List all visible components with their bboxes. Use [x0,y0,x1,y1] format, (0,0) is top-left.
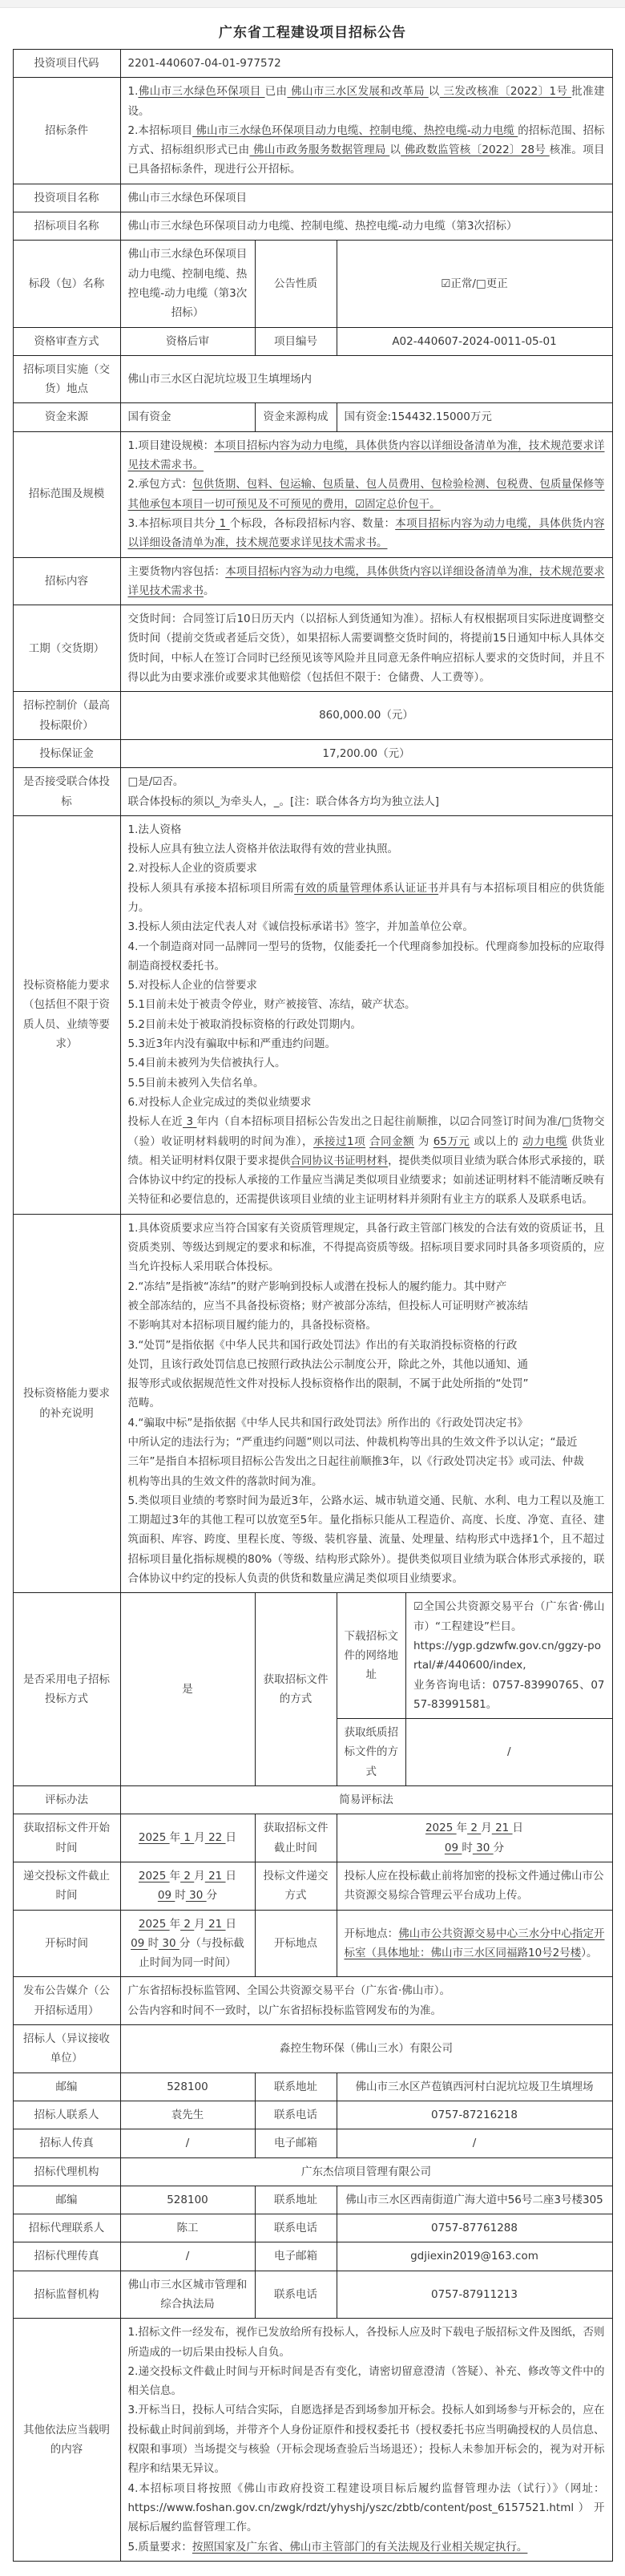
table-row [13,2025,612,2073]
qualification-supplement-label: 投标资格能力要求的补充说明 [13,1214,120,1593]
agency-postcode-label: 邮编 [13,2186,120,2214]
opening-place-value: 开标地点：佛山市公共资源交易中心三水分中心指定开标室（具体地址：佛山市三水区同福路10号2号楼）。 [337,1910,612,1977]
supervision-label: 招标监督机构 [13,2271,120,2319]
table-row [13,815,612,1214]
table-row [13,1910,612,1977]
table-row [13,1862,612,1910]
section-name-value: 佛山市三水绿色环保项目动力电缆、控制电缆、热控电缆-动力电缆（第3次招标） [120,241,255,327]
fund-composition-value: 国有资金:154432.15000万元 [337,403,612,431]
section-name-label: 标段（包）名称 [13,241,120,327]
table-row [13,241,612,327]
scope-scale-label: 招标范围及规模 [13,431,120,557]
paper-method-value: / [406,1719,612,1785]
agency-phone-value: 0757-87761288 [337,2214,612,2242]
obtain-method-cell [337,1593,612,1786]
table-row [337,1593,612,1718]
fund-source-label: 资金来源 [13,403,120,431]
other-content-value: 1.招标文件一经发布，视作已发放给所有投标人，各投标人应及时下载电子版招标文件及图纸，否则所造成的一切后果由投标人自负。 2.递交投标文件截止时间与开标时间是否有变化，请密切留意澄清（答疑）、补充、修改等文件中的相关信息。 3.开标当日，投标人可结合实际，自愿选择是否到场参加开标会。投标人如到场参与开标会的，应在投标截止时间前到场，并带齐个人身份证原件和授权委托书（授权委托书应当明确授权的人员信息、权限和事项）当场提交与核验（开标会现场查验后当场退还）；投标人未参加开标会的，视为对开标程序和结果无异议。 4.本招标项目将按照《佛山市政府投资工程建设项目标后履约监督管理办法（试行）》（网址：https://www.foshan.gov.cn/zwgk/rdzt/yhyshj/yszc/zbtb/content/post_6157521.html）开展标后履约监督管理工作。 5.质量要求：按照国家及广东省、佛山市主管部门的有关法规及行业相关规定执行。 [120,2319,612,2562]
agency-label: 招标代理机构 [13,2157,120,2186]
opening-time-label: 开标时间 [13,1910,120,1977]
tender-project-name-value: 佛山市三水绿色环保项目动力电缆、控制电缆、热控电缆-动力电缆（第3次招标） [120,212,612,241]
opening-place-label: 开标地点 [255,1910,337,1977]
delivery-period-value: 交货时间：合同签订后10日历天内（以招标人到货通知为准）。招标人有权根据项目实际进度调整交货时间（提前交货或者延后交货），如果招标人需要调整交货时间的，将提前15日通知中标人具体交货时间，中标人在签订合同时已经预见该等风险并且同意无条件响应招标人要求的交货时间，并且不得以此为由要求涨价或要求其他赔偿（包括但不限于：仓储费、人工费等）。 [120,605,612,692]
download-address-label: 下载招标文件的网络地址 [337,1593,406,1718]
fund-source-value: 国有资金 [120,403,255,431]
notice-nature-value: ☑正常/□更正 [337,241,612,327]
tenderer-phone-value: 0757-87216218 [337,2101,612,2129]
opening-time-value: 2025 年 2 月 21 日 09 时 30 分（与投标截止时间为同一时间） [120,1910,255,1977]
agency-value: 广东杰信项目管理有限公司 [120,2157,612,2186]
tenderer-fax-value: / [120,2129,255,2157]
tenderer-address-label: 联系地址 [255,2073,337,2101]
tender-conditions-value: 1.佛山市三水绿色环保项目 已由 佛山市三水区发展和改革局 以 三发改核准〔2022〕1号 批准建设。 2.本招标项目 佛山市三水绿色环保项目动力电缆、控制电缆、热控电缆-动力电缆 的招标范围、招标方式、招标组织形式已由 佛山市政务服务数据管理局 以 佛政数监管核〔2022〕28号 核准。项目已具备招标条件，现进行公开招标。 [120,78,612,184]
table-row [13,184,612,212]
table-row [13,403,612,431]
supervision-phone-value: 0757-87911213 [337,2271,612,2319]
project-number-label: 项目编号 [255,327,337,355]
qualification-supplement-value: 1.具体资质要求应当符合国家有关资质管理规定，具备行政主管部门核发的合法有效的资质证书，且资质类别、等级达到规定的要求和标准，不得提高资质等级。招标项目要求同时具备多项资质的，应当允许投标人采用联合体投标。 2.“冻结”是指被“冻结”的财产影响到投标人或潜在投标人的履约能力。其中财产 被全部冻结的，应当不具备投标资格；财产被部分冻结，但投标人可证明财产被冻结 不影响其对本招标项目履约能力的，具备投标资格。 3.“处罚”是指依据《中华人民共和国行政处罚法》作出的有关取消投标资格的行政 处罚，且该行政处罚信息已按照行政执法公示制度公开，除此之外，其他以通知、通 报等形式或依据规范性文件对投标人投标资格作出的限制，不属于此处所指的“处罚” 范畴。 4.“骗取中标”是指依据《中华人民共和国行政处罚法》所作出的《行政处罚决定书》 中所认定的违法行为；“严重违约问题”则以司法、仲裁机构等出具的生效文件予以认定；“最近 三年”是指自本招标项目招标公告发出之日起往前顺推3年，以《行政处罚决定书》或司法、仲裁 机构等出具的生效文件的落款时间为准。 5.类似项目业绩的考察时间为最近3年，公路水运、城市轨道交通、民航、水利、电力工程以及施工工期超过3年的其他工程可以放宽至5年。量化指标只能从工程造价、高度、长度、净宽、直径、建筑面积、库容、跨度、里程长度、等级、装机容量、流量、处理量、结构形式中选择1个，且不超过招标项目量化指标规模的80%（等级、结构形式除外）。提供类似项目业绩为联合体形式承接的，联合体协议中约定的投标人负责的供货和数量应满足类似项目业绩要求。 [120,1214,612,1593]
delivery-location-label: 招标项目实施（交货）地点 [13,355,120,403]
table-row [13,2157,612,2186]
tender-content-value: 主要货物内容包括：本项目招标内容为动力电缆，具体供货内容以详细设备清单为准，技术规范要求详见技术需求书。 [120,557,612,605]
investment-project-name-value: 佛山市三水绿色环保项目 [120,184,612,212]
tender-conditions-label: 招标条件 [13,78,120,184]
announcement-media-value: 广东省招标投标监管网、全国公共资源交易平台（广东省·佛山市）。 公告内容和时间不一致时，以广东省招标投标监管网发布的为准。 [120,1977,612,2025]
table-row [13,2101,612,2129]
tenderer-email-value: / [337,2129,612,2157]
notice-nature-label: 公告性质 [255,241,337,327]
table-row [13,2242,612,2271]
evaluation-method-value: 简易评标法 [120,1786,612,1814]
table-row [13,327,612,355]
page-title: 广东省工程建设项目招标公告 [219,25,406,41]
table-row [13,768,612,816]
project-code-label: 投资项目代码 [13,50,120,78]
agency-contact-label: 招标代理联系人 [13,2214,120,2242]
tenderer-fax-label: 招标人传真 [13,2129,120,2157]
electronic-bidding-value: 是 [120,1593,255,1786]
announcement-table [13,49,613,2562]
tender-project-name-label: 招标项目名称 [13,212,120,241]
submission-deadline-value: 2025 年 2 月 21 日 09 时 30 分 [120,1862,255,1910]
table-row [13,2186,612,2214]
table-row [13,2214,612,2242]
submission-deadline-label: 递交投标文件截止时间 [13,1862,120,1910]
tenderer-postcode-label: 邮编 [13,2073,120,2101]
qualification-requirements-label: 投标资格能力要求（包括但不限于资质人员、业绩等要求） [13,815,120,1214]
control-price-value: 860,000.00（元） [120,692,612,740]
tenderer-email-label: 电子邮箱 [255,2129,337,2157]
supervision-phone-label: 联系电话 [255,2271,337,2319]
table-row [13,692,612,740]
consortium-value: □是/☑否。 联合体投标的须以_为牵头人，_。[注：联合体各方均为独立法人] [120,768,612,816]
tenderer-contact-label: 招标人联系人 [13,2101,120,2129]
fund-composition-label: 资金来源构成 [255,403,337,431]
qualification-review-value: 资格后审 [120,327,255,355]
electronic-bidding-label: 是否采用电子招标投标方式 [13,1593,120,1786]
project-number-value: A02-440607-2024-0011-05-01 [337,327,612,355]
page-top-strip [0,0,625,8]
tenderer-postcode-value: 528100 [120,2073,255,2101]
qualification-review-label: 资格审查方式 [13,327,120,355]
tender-announcement-document [0,8,625,2576]
table-row [13,1593,612,1786]
table-row [13,1977,612,2025]
submission-method-label: 投标文件递交方式 [255,1862,337,1910]
other-content-label: 其他依法应当载明的内容 [13,2319,120,2562]
table-row [13,78,612,184]
evaluation-method-label: 评标办法 [13,1786,120,1814]
announcement-media-label: 发布公告媒介（公开招标适用） [13,1977,120,2025]
obtain-deadline-label: 获取招标文件截止时间 [255,1814,337,1862]
table-row [13,605,612,692]
table-row [13,431,612,557]
download-address-value: ☑全国公共资源交易平台（广东省·佛山市）“工程建设”栏目。 https://ygp.gdzwfw.gov.cn/ggzy-portal/#/440600/index, 业务咨询电话：0757-83990765、0757-83991581。 [406,1593,612,1718]
table-row [13,557,612,605]
tenderer-address-value: 佛山市三水区芦苞镇西河村白泥坑垃圾卫生填埋场 [337,2073,612,2101]
agency-phone-label: 联系电话 [255,2214,337,2242]
table-row [337,1719,612,1785]
qualification-requirements-value: 1.法人资格 投标人应具有独立法人资格并依法取得有效的营业执照。 2.对投标人企业的资质要求 投标人须具有承接本招标项目所需有效的质量管理体系认证证书并具有与本招标项目相应的供货能力。 3.投标人须由法定代表人对《诚信投标承诺书》签字，并加盖单位公章。 4.一个制造商对同一品牌同一型号的货物，仅能委托一个代理商参加投标。代理商参加投标的应取得制造商授权委托书。 5.对投标人企业的信誉要求 5.1目前未处于被责令停业，财产被接管、冻结，破产状态。 5.2目前未处于被取消投标资格的行政处罚期内。 5.3近3年内没有骗取中标和严重违约问题。 5.4目前未被列为失信被执行人。 5.5目前未被列入失信名单。 6.对投标人企业完成过的类似业绩要求 投标人在近 3 年内（自本招标项目招标公告发出之日起往前顺推，以☑合同签订时间为准/□货物交（验）收证明材料载明的时间为准），承接过1项 合同金额 为 65万元 或以上的 动力电缆 供货业绩。相关证明材料仅限于要求提供合同协议书证明材料，提供类似项目业绩为联合体形式承接的，联合体协议中约定的投标人承接的工作量应当满足类似项目业绩要求；如前述证明材料不能清晰反映有关特征和必要信息的，还需提供该项目业绩的业主证明材料并须附有业主方的联系人及联系电话。 [120,815,612,1214]
table-row [13,2129,612,2157]
tenderer-contact-value: 袁先生 [120,2101,255,2129]
agency-contact-value: 陈工 [120,2214,255,2242]
table-row [13,1814,612,1862]
obtain-start-label: 获取招标文件开始时间 [13,1814,120,1862]
investment-project-name-label: 投资项目名称 [13,184,120,212]
table-row [13,1214,612,1593]
bid-bond-label: 投标保证金 [13,739,120,767]
delivery-period-label: 工期（交货期） [13,605,120,692]
table-row [13,2271,612,2319]
obtain-start-value: 2025 年 1 月 22 日 [120,1814,255,1862]
paper-method-label: 获取纸质招标文件的方式 [337,1719,406,1785]
obtain-method-inner-table [337,1593,612,1785]
bid-bond-value: 17,200.00（元） [120,739,612,767]
tenderer-phone-label: 联系电话 [255,2101,337,2129]
agency-fax-value: / [120,2242,255,2271]
supervision-value: 佛山市三水区城市管理和综合执法局 [120,2271,255,2319]
agency-address-value: 佛山市三水区西南街道广海大道中56号二座3号楼305 [337,2186,612,2214]
table-row [13,1786,612,1814]
tenderer-value: 淼控生物环保（佛山三水）有限公司 [120,2025,612,2073]
table-row [13,50,612,78]
agency-address-label: 联系地址 [255,2186,337,2214]
agency-email-value: gdjiexin2019@163.com [337,2242,612,2271]
table-row [13,2073,612,2101]
consortium-label: 是否接受联合体投标 [13,768,120,816]
submission-method-value: 投标人应在投标截止前将加密的投标文件通过佛山市公共资源交易综合管理云平台成功上传。 [337,1862,612,1910]
control-price-label: 招标控制价（最高投标限价） [13,692,120,740]
table-row [13,2319,612,2562]
table-row [13,212,612,241]
delivery-location-value: 佛山市三水区白泥坑垃圾卫生填埋场内 [120,355,612,403]
agency-fax-label: 招标代理传真 [13,2242,120,2271]
obtain-method-label: 获取招标文件的方式 [255,1593,337,1786]
tenderer-label: 招标人（异议接收单位） [13,2025,120,2073]
obtain-deadline-value: 2025 年 2 月 21 日 09 时 30 分 [337,1814,612,1862]
agency-email-label: 电子邮箱 [255,2242,337,2271]
table-row [13,739,612,767]
scope-scale-value: 1.项目建设规模：本项目招标内容为动力电缆，具体供货内容以详细设备清单为准，技术规范要求详见技术需求书。 2.承包方式：包供货期、包料、包运输、包质量、包人员费用、包检验检测、包税费、包质量保修等其他承包本项目一切可预见及不可预见的费用，☑固定总价包干。 3.本招标项目共分 1 个标段，各标段招标内容、数量：本项目招标内容为动力电缆，具体供货内容以详细设备清单为准，技术规范要求详见技术需求书。 [120,431,612,557]
table-row [13,355,612,403]
agency-postcode-value: 528100 [120,2186,255,2214]
project-code-value: 2201-440607-04-01-977572 [120,50,612,78]
tender-content-label: 招标内容 [13,557,120,605]
